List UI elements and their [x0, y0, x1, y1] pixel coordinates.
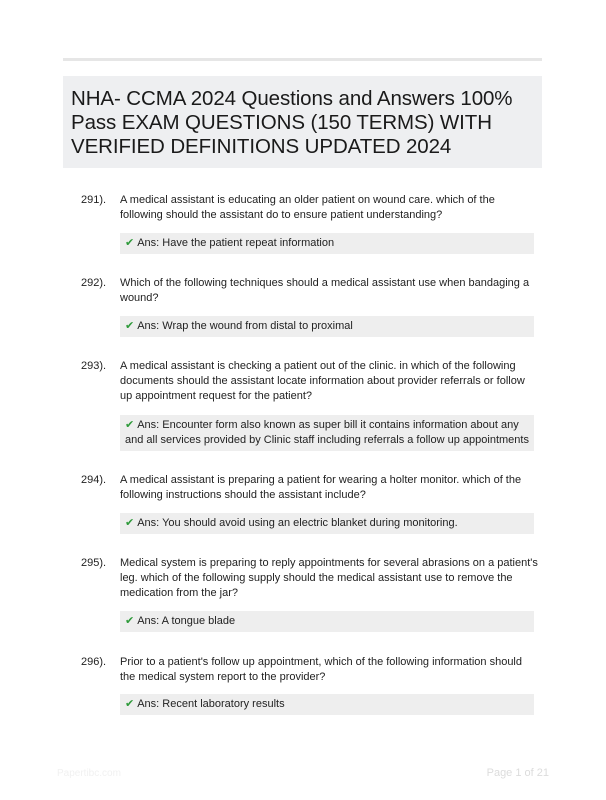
question-number: 293). — [81, 360, 107, 372]
question-number: 296). — [81, 656, 107, 668]
answer-box — [120, 233, 534, 254]
answer-box — [120, 415, 534, 451]
answer-text: Ans: Recent laboratory results — [137, 698, 285, 710]
answer-text: Ans: Encounter form also known as super bill it contains information about any and all services provided by Clinic staff including referrals a follow up appointments — [125, 419, 529, 446]
question-text: Prior to a patient's follow up appointment, which of the following information should the medical system report to the provider? — [120, 656, 522, 683]
answer-text: Ans: You should avoid using an electric blanket during monitoring. — [137, 517, 458, 529]
check-icon: ✔ — [125, 320, 135, 332]
answer-text: Ans: Have the patient repeat information — [137, 237, 335, 249]
footer-watermark: Papertibc.com — [57, 768, 121, 779]
check-icon: ✔ — [125, 237, 135, 249]
question-text: A medical assistant is preparing a patient for wearing a holter monitor. which of the following instructions should the assistant include? — [120, 474, 522, 501]
question-number: 291). — [81, 194, 107, 206]
check-icon: ✔ — [125, 615, 135, 627]
check-icon: ✔ — [125, 698, 135, 710]
page-indicator: Page 1 of 21 — [486, 767, 549, 779]
question-text: A medical assistant is educating an older patient on wound care. which of the following should the assistant do to ensure patient understanding? — [120, 194, 495, 221]
answer-box — [120, 694, 534, 715]
question-text: A medical assistant is checking a patient out of the clinic. in which of the following documents should the assistant locate information about provider referrals or follow up appointment request for the patient? — [120, 360, 525, 402]
question-number: 294). — [81, 474, 107, 486]
question-text: Which of the following techniques should a medical assistant use when bandaging a wound? — [120, 277, 530, 304]
question-number: 292). — [81, 277, 107, 289]
answer-box — [120, 316, 534, 337]
top-divider — [63, 58, 542, 61]
question-text: Medical system is preparing to reply appointments for several abrasions on a patient's leg. which of the following supply should the medical assistant use to remove the medication from the jar? — [120, 557, 538, 599]
check-icon: ✔ — [125, 517, 135, 529]
answer-box — [120, 513, 534, 534]
answer-box — [120, 611, 534, 632]
answer-text: Ans: Wrap the wound from distal to proximal — [137, 320, 353, 332]
document-title: NHA- CCMA 2024 Questions and Answers 100% Pass EXAM QUESTIONS (150 TERMS) WITH VERIFIED DEFINITIONS UPDATED 2024 — [71, 87, 513, 158]
check-icon: ✔ — [125, 419, 135, 431]
question-number: 295). — [81, 557, 107, 569]
title-box — [63, 76, 542, 168]
answer-text: Ans: A tongue blade — [137, 615, 236, 627]
